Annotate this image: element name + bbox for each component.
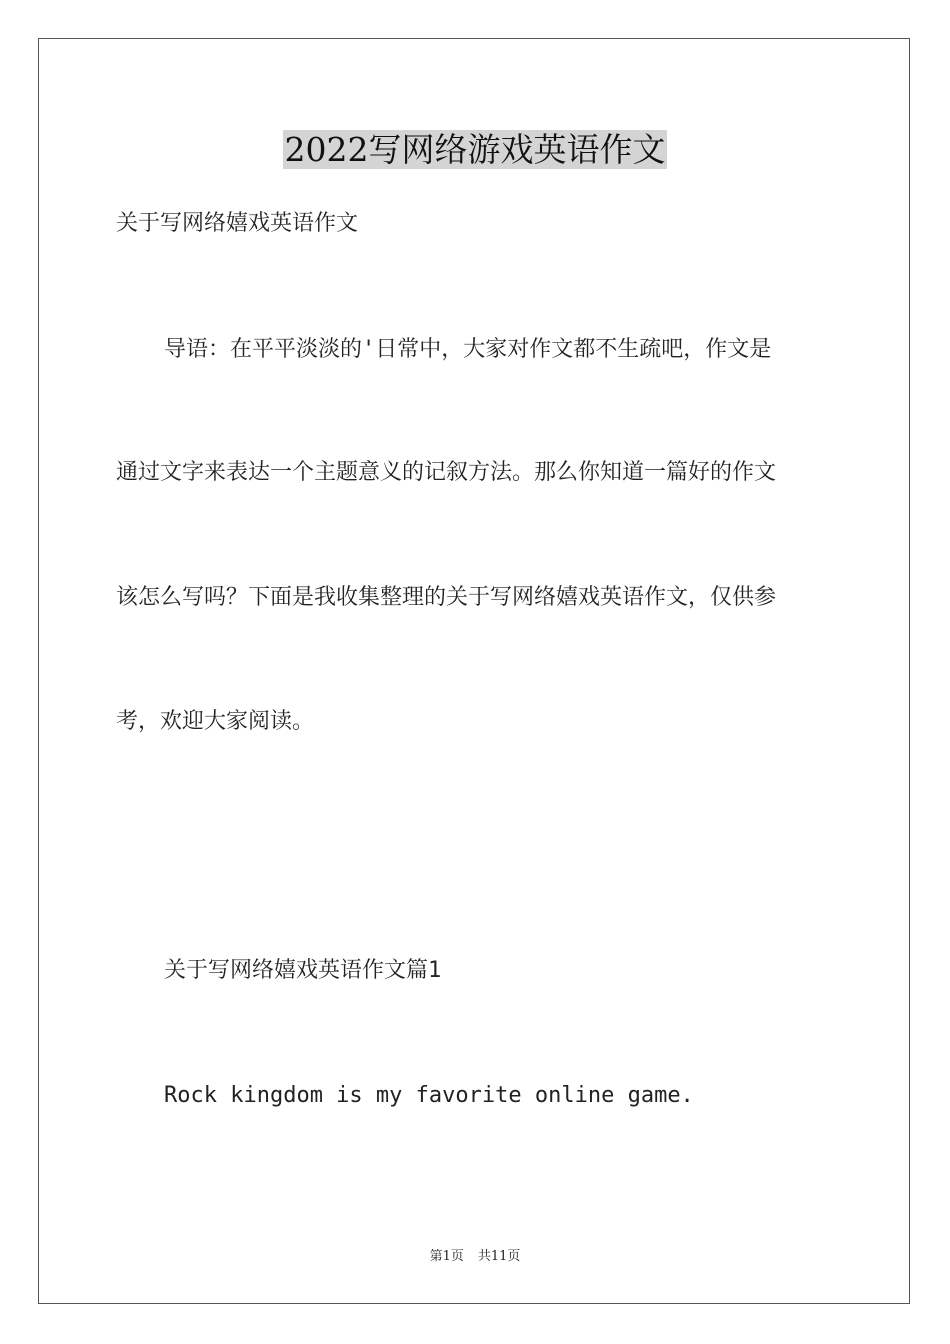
- page-number: 第1页: [429, 1249, 464, 1264]
- body-line: Rock kingdom is my favorite online game.: [164, 1083, 694, 1108]
- document-subtitle: 关于写网络嬉戏英语作文: [116, 211, 359, 236]
- section-heading: 关于写网络嬉戏英语作文篇1: [164, 958, 442, 983]
- intro-line-3: 该怎么写吗？下面是我收集整理的关于写网络嬉戏英语作文，仅供参: [116, 585, 777, 610]
- page-footer: [0, 1247, 950, 1267]
- document-title-text: 2022写网络游戏英语作文: [284, 130, 666, 169]
- intro-line-4: 考，欢迎大家阅读。: [116, 709, 315, 734]
- document-title: [0, 124, 950, 176]
- intro-line-1: 导语：在平平淡淡的'日常中，大家对作文都不生疏吧，作文是: [164, 337, 772, 362]
- intro-line-2: 通过文字来表达一个主题意义的记叙方法。那么你知道一篇好的作文: [116, 460, 777, 485]
- page-total: 共11页: [477, 1249, 521, 1264]
